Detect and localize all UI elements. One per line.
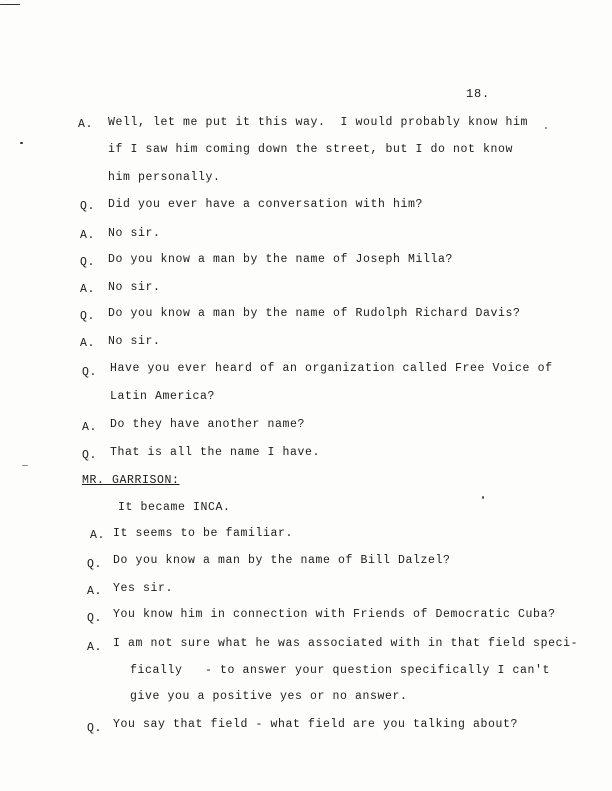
testimony-line: Yes sir.: [113, 582, 174, 595]
testimony-line: if I saw him coming down the street, but I do not know: [108, 143, 514, 156]
testimony-line: No sir.: [108, 335, 161, 348]
speaker-label: A.: [80, 229, 96, 242]
speaker-label: A.: [80, 283, 96, 296]
speaker-label: A.: [90, 529, 106, 542]
testimony-line: You say that field - what field are you talking about?: [113, 718, 519, 731]
speaker-label: A.: [80, 337, 96, 350]
testimony-line: No sir.: [108, 227, 161, 240]
speaker-label: Q.: [87, 612, 103, 625]
speaker-label-garrison: MR. GARRISON:: [82, 474, 180, 487]
scan-mark-right-mid: [482, 496, 484, 499]
testimony-line: It became INCA.: [118, 501, 231, 514]
testimony-line: Did you ever have a conversation with him?: [108, 198, 424, 211]
testimony-line: Well, let me put it this way. I would probably know him: [108, 116, 529, 129]
speaker-label: Q.: [87, 722, 103, 735]
speaker-label: Q.: [87, 558, 103, 571]
testimony-line: Have you ever heard of an organization called Free Voice of: [110, 362, 553, 375]
speaker-label: Q.: [80, 200, 96, 213]
testimony-line: Do you know a man by the name of Rudolph Richard Davis?: [108, 307, 521, 320]
testimony-line: That is all the name I have.: [110, 446, 321, 459]
testimony-line: I am not sure what he was associated with in that field speci-: [113, 637, 579, 650]
speaker-label: Q.: [82, 366, 98, 379]
testimony-line: Do you know a man by the name of Bill Dalzel?: [113, 554, 451, 567]
testimony-line: You know him in connection with Friends of Democratic Cuba?: [113, 608, 556, 621]
scan-mark-left-mid: [22, 465, 28, 466]
speaker-label: Q.: [82, 449, 98, 462]
testimony-line: Do they have another name?: [110, 418, 306, 431]
testimony-line: It seems to be familiar.: [113, 527, 294, 540]
speaker-label: A.: [87, 585, 103, 598]
speaker-label: Q.: [80, 256, 96, 269]
speaker-label: A.: [87, 641, 103, 654]
scan-mark-top-left: [0, 4, 20, 5]
speaker-label: A.: [78, 118, 94, 131]
scan-mark-right: [545, 127, 547, 129]
scan-mark-left: [20, 142, 23, 144]
testimony-line: Do you know a man by the name of Joseph Milla?: [108, 253, 454, 266]
page-number: 18.: [466, 87, 491, 101]
testimony-line: fically - to answer your question specifically I can't: [130, 664, 551, 677]
testimony-line: him personally.: [108, 171, 221, 184]
testimony-line: give you a positive yes or no answer.: [130, 690, 408, 703]
speaker-label: A.: [82, 421, 98, 434]
testimony-line: Latin America?: [110, 390, 216, 403]
speaker-label: Q.: [80, 310, 96, 323]
testimony-line: No sir.: [108, 281, 161, 294]
